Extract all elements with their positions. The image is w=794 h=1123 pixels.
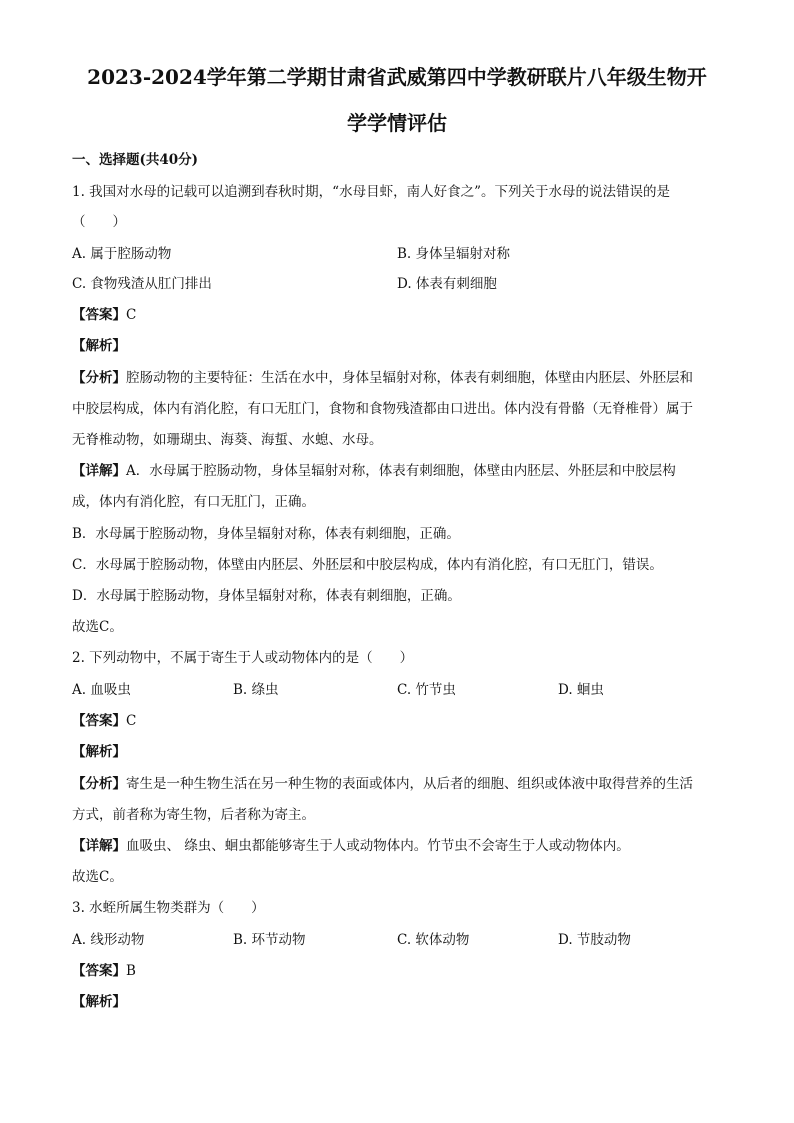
- q1-option-c: C. 食物残渣从肛门排出: [72, 276, 212, 292]
- q1-detail-line3: B．水母属于腔肠动物，身体呈辐射对称，体表有刺细胞，正确。: [72, 526, 460, 542]
- analysis-text: 寄生是一种生物生活在另一种生物的表面或体内，从后者的细胞、组织或体液中取得营养的生活: [126, 776, 693, 792]
- q2-analysis-line2: 方式，前者称为寄生物，后者称为寄主。: [72, 807, 315, 823]
- q1-option-d: D. 体表有刺细胞: [397, 276, 497, 292]
- document-title-line1: 2023-2024学年第二学期甘肃省武威第四中学教研联片八年级生物开: [87, 65, 707, 89]
- q2-stem: 2. 下列动物中，不属于寄生于人或动物体内的是（ ）: [72, 650, 414, 666]
- q1-jiexi-tag: 【解析】: [72, 338, 126, 354]
- answer-tag: 【答案】: [72, 963, 126, 979]
- analysis-tag: 【分析】: [72, 370, 126, 386]
- q1-detail-line1: [72, 461, 732, 481]
- q1-detail-line5: D．水母属于腔肠动物，身体呈辐射对称，体表有刺细胞，正确。: [72, 588, 461, 604]
- q2-option-b: B. 绦虫: [233, 682, 279, 698]
- detail-tag: 【详解】: [72, 838, 126, 854]
- q1-option-a: A. 属于腔肠动物: [72, 246, 172, 262]
- answer-value: C: [126, 307, 137, 323]
- detail-text: 血吸虫、 绦虫、蛔虫都能够寄生于人或动物体内。竹节虫不会寄生于人或动物体内。: [126, 838, 630, 854]
- detail-tag: 【详解】: [72, 463, 126, 479]
- q2-answer: [72, 711, 732, 731]
- q1-answer: [72, 305, 732, 325]
- q1-detail-line2: 成，体内有消化腔，有口无肛门，正确。: [72, 494, 315, 510]
- analysis-tag: 【分析】: [72, 776, 126, 792]
- q1-analysis-line3: 无脊椎动物，如珊瑚虫、海葵、海蜇、水螅、水母。: [72, 432, 383, 448]
- detail-text: A．水母属于腔肠动物，身体呈辐射对称，体表有刺细胞，体壁由内胚层、外胚层和中胶层构: [126, 463, 676, 479]
- answer-value: C: [126, 713, 137, 729]
- answer-tag: 【答案】: [72, 307, 126, 323]
- q1-stem-line1: 1. 我国对水母的记载可以追溯到春秋时期，“水母目虾，南人好食之”。下列关于水母的说法错误的是: [72, 184, 670, 200]
- q1-detail-line4: C．水母属于腔肠动物，体壁由内胚层、外胚层和中胶层构成，体内有消化腔，有口无肛门，错误。: [72, 557, 663, 573]
- q1-conclusion: 故选C。: [72, 619, 123, 635]
- q1-stem-line2: （ ）: [72, 214, 126, 230]
- document-title-line2: 学学情评估: [347, 111, 447, 135]
- section-heading: 一、选择题(共40分): [72, 152, 199, 168]
- answer-value: B: [126, 963, 136, 979]
- q1-analysis-line1: [72, 368, 732, 388]
- q1-option-b: B. 身体呈辐射对称: [397, 246, 511, 262]
- q3-option-c: C. 软体动物: [397, 932, 470, 948]
- answer-tag: 【答案】: [72, 713, 126, 729]
- q1-analysis-line2: 中胶层构成，体内有消化腔，有口无肛门，食物和食物残渣都由口进出。体内没有骨骼（无脊椎骨）属于: [72, 401, 693, 417]
- q3-jiexi-tag: 【解析】: [72, 994, 126, 1010]
- q2-detail-line1: [72, 836, 732, 856]
- q3-option-d: D. 节肢动物: [558, 932, 631, 948]
- q2-jiexi-tag: 【解析】: [72, 744, 126, 760]
- q3-option-b: B. 环节动物: [233, 932, 306, 948]
- analysis-text: 腔肠动物的主要特征：生活在水中，身体呈辐射对称，体表有刺细胞，体壁由内胚层、外胚层和: [126, 370, 693, 386]
- q3-answer: [72, 961, 732, 981]
- q2-option-c: C. 竹节虫: [397, 682, 456, 698]
- q2-option-d: D. 蛔虫: [558, 682, 604, 698]
- q2-analysis-line1: [72, 774, 732, 794]
- q2-conclusion: 故选C。: [72, 869, 123, 885]
- q2-option-a: A. 血吸虫: [72, 682, 131, 698]
- q3-option-a: A. 线形动物: [72, 932, 145, 948]
- q3-stem: 3. 水蛭所属生物类群为（ ）: [72, 900, 265, 916]
